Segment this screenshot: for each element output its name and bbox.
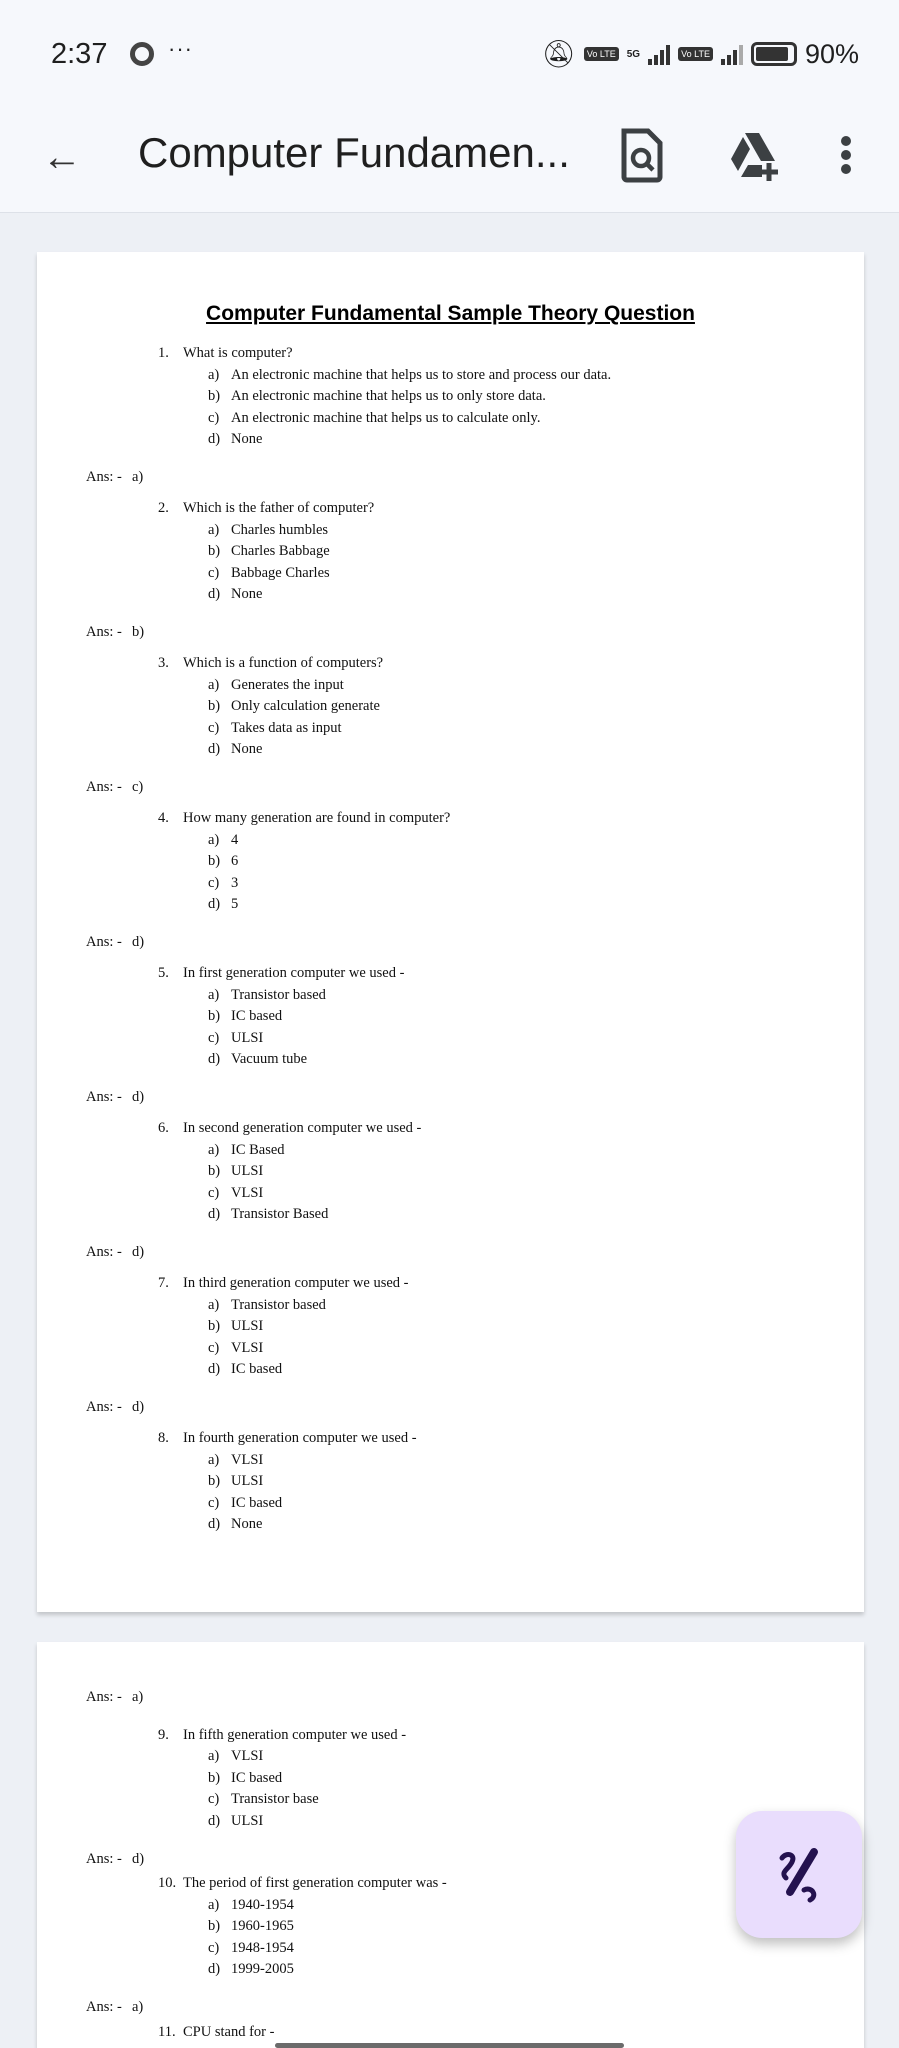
question xyxy=(37,1118,864,1140)
option-text: IC based xyxy=(231,1008,283,1024)
question xyxy=(37,343,864,365)
answer-line xyxy=(37,777,864,799)
question xyxy=(37,653,864,675)
answer-line xyxy=(37,1397,864,1419)
question-number: 4. xyxy=(158,810,169,826)
option xyxy=(37,696,864,718)
question-block xyxy=(37,343,864,489)
option-text: IC based xyxy=(231,1494,283,1511)
annotate-fab[interactable] xyxy=(736,1811,862,1938)
answer-value: d) xyxy=(132,934,145,950)
option-letter: d) xyxy=(208,586,221,602)
option-text: None xyxy=(231,586,263,602)
answer-label: Ans: - xyxy=(86,1850,122,1867)
question-text: CPU stand for - xyxy=(183,2023,275,2040)
answer-label: Ans: - xyxy=(86,1399,122,1415)
option xyxy=(37,563,864,585)
option-text: ULSI xyxy=(231,1029,264,1046)
option-text: VLSI xyxy=(231,1339,264,1356)
option-letter: a) xyxy=(208,1748,220,1764)
option xyxy=(37,1161,864,1183)
option-letter: d) xyxy=(208,1206,221,1222)
option-letter: b) xyxy=(208,1163,221,1179)
answer-line xyxy=(37,467,864,489)
question-text: In fifth generation computer we used - xyxy=(183,1726,407,1743)
option-letter: a) xyxy=(208,1451,220,1468)
answer-value: d) xyxy=(132,1089,145,1105)
option-text: 3 xyxy=(231,874,239,891)
answer-value: a) xyxy=(132,1999,144,2015)
option-letter: b) xyxy=(208,1008,221,1024)
question-block xyxy=(37,1273,864,1419)
option-letter: b) xyxy=(208,1318,221,1334)
question-number: 11. xyxy=(158,2023,176,2040)
option-letter: c) xyxy=(208,719,220,736)
question xyxy=(37,2022,864,2044)
option-text: VLSI xyxy=(231,1184,264,1201)
option-letter: c) xyxy=(208,1939,220,1956)
option-text: Charles humbles xyxy=(231,521,329,538)
signal-icon xyxy=(648,43,670,65)
option xyxy=(37,1204,864,1226)
option-text: Takes data as input xyxy=(231,719,342,736)
option-letter: d) xyxy=(208,1961,221,1977)
question-number: 9. xyxy=(158,1726,169,1743)
option xyxy=(37,1140,864,1162)
question-block xyxy=(37,2022,864,2044)
answer-value: b) xyxy=(132,624,145,640)
battery-icon xyxy=(751,42,797,66)
question-block xyxy=(37,808,864,954)
option-letter: a) xyxy=(208,676,220,693)
answer-label: Ans: - xyxy=(86,1689,122,1705)
option-text: Generates the input xyxy=(231,676,344,693)
answer-value: d) xyxy=(132,1244,145,1260)
option-text: 5 xyxy=(231,896,239,912)
app-bar xyxy=(0,105,899,213)
option-text: ULSI xyxy=(231,1163,264,1179)
option xyxy=(37,1028,864,1050)
option-text: VLSI xyxy=(231,1748,264,1764)
option xyxy=(37,1338,864,1360)
option-text: Babbage Charles xyxy=(231,564,330,581)
question-number: 3. xyxy=(158,655,169,671)
option-letter: b) xyxy=(208,1473,221,1489)
add-to-drive-icon[interactable] xyxy=(725,127,781,183)
option xyxy=(37,894,864,916)
option xyxy=(37,1493,864,1515)
option-letter: c) xyxy=(208,1339,220,1356)
volte-icon: Vo LTE xyxy=(584,47,619,61)
option xyxy=(37,584,864,606)
chrome-icon xyxy=(130,42,154,66)
option-text: ULSI xyxy=(231,1318,264,1334)
option-text: Transistor Based xyxy=(231,1206,329,1222)
option-letter: c) xyxy=(208,564,220,581)
option-letter: d) xyxy=(208,1812,221,1829)
option-text: None xyxy=(231,1516,263,1532)
option-letter: d) xyxy=(208,1361,221,1377)
question-number: 1. xyxy=(158,345,169,361)
more-notifications-icon: ··· xyxy=(168,36,193,61)
option-text: Charles Babbage xyxy=(231,543,330,559)
option xyxy=(37,1789,864,1811)
question-number: 8. xyxy=(158,1430,169,1446)
question-block xyxy=(37,1428,864,1536)
answer-label: Ans: - xyxy=(86,934,122,950)
question-number: 2. xyxy=(158,500,169,516)
answer-line xyxy=(37,1687,864,1709)
answer-label: Ans: - xyxy=(86,779,122,795)
option xyxy=(37,985,864,1007)
option-text: 4 xyxy=(231,831,239,848)
option-letter: b) xyxy=(208,1918,221,1934)
question-list xyxy=(37,343,864,1536)
option-text: Vacuum tube xyxy=(231,1051,308,1067)
question xyxy=(37,498,864,520)
answer-value: d) xyxy=(132,1399,145,1415)
answer-label: Ans: - xyxy=(86,624,122,640)
option-letter: c) xyxy=(208,874,220,891)
option-letter: c) xyxy=(208,1791,220,1807)
clock: 2:37 xyxy=(51,38,108,70)
5g-label: 5G xyxy=(626,48,641,60)
option-letter: a) xyxy=(208,986,220,1003)
option xyxy=(37,1768,864,1790)
option-text: Only calculation generate xyxy=(231,698,380,714)
option-letter: a) xyxy=(208,1896,220,1913)
option-text: None xyxy=(231,741,263,757)
question-text: In first generation computer we used - xyxy=(183,965,405,981)
option-text: 1948-1954 xyxy=(231,1939,294,1956)
search-in-document-icon[interactable] xyxy=(618,127,666,183)
option xyxy=(37,365,864,387)
option-text: IC based xyxy=(231,1769,283,1786)
gesture-handle[interactable] xyxy=(275,2043,624,2048)
option xyxy=(37,1316,864,1338)
question xyxy=(37,808,864,830)
question-block xyxy=(37,963,864,1109)
option xyxy=(37,830,864,852)
option xyxy=(37,851,864,873)
question-block xyxy=(37,653,864,799)
option xyxy=(37,1359,864,1381)
option-text: 1940-1954 xyxy=(231,1896,294,1913)
option xyxy=(37,1006,864,1028)
option xyxy=(37,520,864,542)
answer-line xyxy=(37,1242,864,1264)
answer-value: a) xyxy=(132,469,144,485)
answer-value: d) xyxy=(132,1850,145,1867)
option xyxy=(37,1049,864,1071)
option xyxy=(37,1938,864,1960)
more-options-icon[interactable] xyxy=(834,127,858,183)
document-page-1 xyxy=(37,252,864,1612)
answer-line xyxy=(37,932,864,954)
option-letter: a) xyxy=(208,1296,220,1313)
option xyxy=(37,1746,864,1768)
question-block xyxy=(37,498,864,644)
question-text: How many generation are found in computer? xyxy=(183,810,451,826)
option-text: IC based xyxy=(231,1361,283,1377)
option-text: IC Based xyxy=(231,1141,285,1158)
option-letter: d) xyxy=(208,431,221,447)
option-text: An electronic machine that helps us to store and process our data. xyxy=(231,366,612,383)
document-title: Computer Fundamen... xyxy=(138,129,570,176)
option xyxy=(37,541,864,563)
question xyxy=(37,963,864,985)
question-text: Which is the father of computer? xyxy=(183,500,375,516)
option xyxy=(37,1450,864,1472)
option-text: None xyxy=(231,431,263,447)
volte-icon-2: Vo LTE xyxy=(678,47,713,61)
option-text: ULSI xyxy=(231,1812,264,1829)
answer-label: Ans: - xyxy=(86,1244,122,1260)
signal-icon-2 xyxy=(721,43,743,65)
answer-label: Ans: - xyxy=(86,469,122,485)
option-letter: c) xyxy=(208,1184,220,1201)
option xyxy=(37,1959,864,1981)
question xyxy=(37,1273,864,1295)
answer-line xyxy=(37,1997,864,2019)
pen-squiggle-icon xyxy=(774,1846,824,1904)
doc-heading: Computer Fundamental Sample Theory Question xyxy=(206,302,695,325)
question-number: 5. xyxy=(158,965,169,981)
option xyxy=(37,873,864,895)
option xyxy=(37,429,864,451)
option-text: Transistor base xyxy=(231,1791,319,1807)
question-text: In second generation computer we used - xyxy=(183,1120,422,1136)
option xyxy=(37,739,864,761)
option xyxy=(37,718,864,740)
option-text: VLSI xyxy=(231,1451,264,1468)
option xyxy=(37,1514,864,1536)
option-text: 6 xyxy=(231,853,239,869)
option-text: An electronic machine that helps us to calculate only. xyxy=(231,409,541,426)
back-arrow-icon[interactable]: ← xyxy=(42,135,82,179)
answer-line xyxy=(37,622,864,644)
option-letter: b) xyxy=(208,1769,221,1786)
question-number: 7. xyxy=(158,1275,169,1291)
option xyxy=(37,1183,864,1205)
option-text: An electronic machine that helps us to only store data. xyxy=(231,388,546,404)
option-text: Transistor based xyxy=(231,1296,326,1313)
option-letter: d) xyxy=(208,1516,221,1532)
question-number: 6. xyxy=(158,1120,169,1136)
option-text: ULSI xyxy=(231,1473,264,1489)
option-letter: d) xyxy=(208,741,221,757)
answer-label: Ans: - xyxy=(86,1089,122,1105)
answer-value: c) xyxy=(132,779,144,795)
option xyxy=(37,408,864,430)
option xyxy=(37,675,864,697)
question-number: 10. xyxy=(158,1875,177,1891)
question xyxy=(37,1428,864,1450)
question-text: In fourth generation computer we used - xyxy=(183,1430,417,1446)
question xyxy=(37,1725,864,1747)
option-letter: d) xyxy=(208,896,221,912)
question-text: The period of first generation computer was - xyxy=(183,1875,447,1891)
option-letter: a) xyxy=(208,521,220,538)
question-text: Which is a function of computers? xyxy=(183,655,384,671)
option-letter: b) xyxy=(208,853,221,869)
answer-line xyxy=(37,1087,864,1109)
bell-off-icon: 🔕︎ xyxy=(541,39,576,69)
status-bar xyxy=(0,0,899,105)
question-block xyxy=(37,1118,864,1264)
battery-percent: 90% xyxy=(804,38,859,69)
option xyxy=(37,386,864,408)
option-text: Transistor based xyxy=(231,986,326,1003)
option-text: 1999-2005 xyxy=(231,1961,294,1977)
option-letter: b) xyxy=(208,698,221,714)
option-letter: c) xyxy=(208,1029,220,1046)
answer-label: Ans: - xyxy=(86,1999,122,2015)
option-letter: a) xyxy=(208,831,220,848)
option-letter: b) xyxy=(208,388,221,404)
option-text: 1960-1965 xyxy=(231,1918,294,1934)
question-text: In third generation computer we used - xyxy=(183,1275,409,1291)
option-letter: d) xyxy=(208,1051,221,1067)
option-letter: a) xyxy=(208,366,220,383)
option xyxy=(37,1471,864,1493)
answer-value: a) xyxy=(132,1689,144,1705)
option-letter: b) xyxy=(208,543,221,559)
option-letter: c) xyxy=(208,409,220,426)
question-text: What is computer? xyxy=(183,345,293,361)
option-letter: a) xyxy=(208,1141,220,1158)
option xyxy=(37,1295,864,1317)
option-letter: c) xyxy=(208,1494,220,1511)
